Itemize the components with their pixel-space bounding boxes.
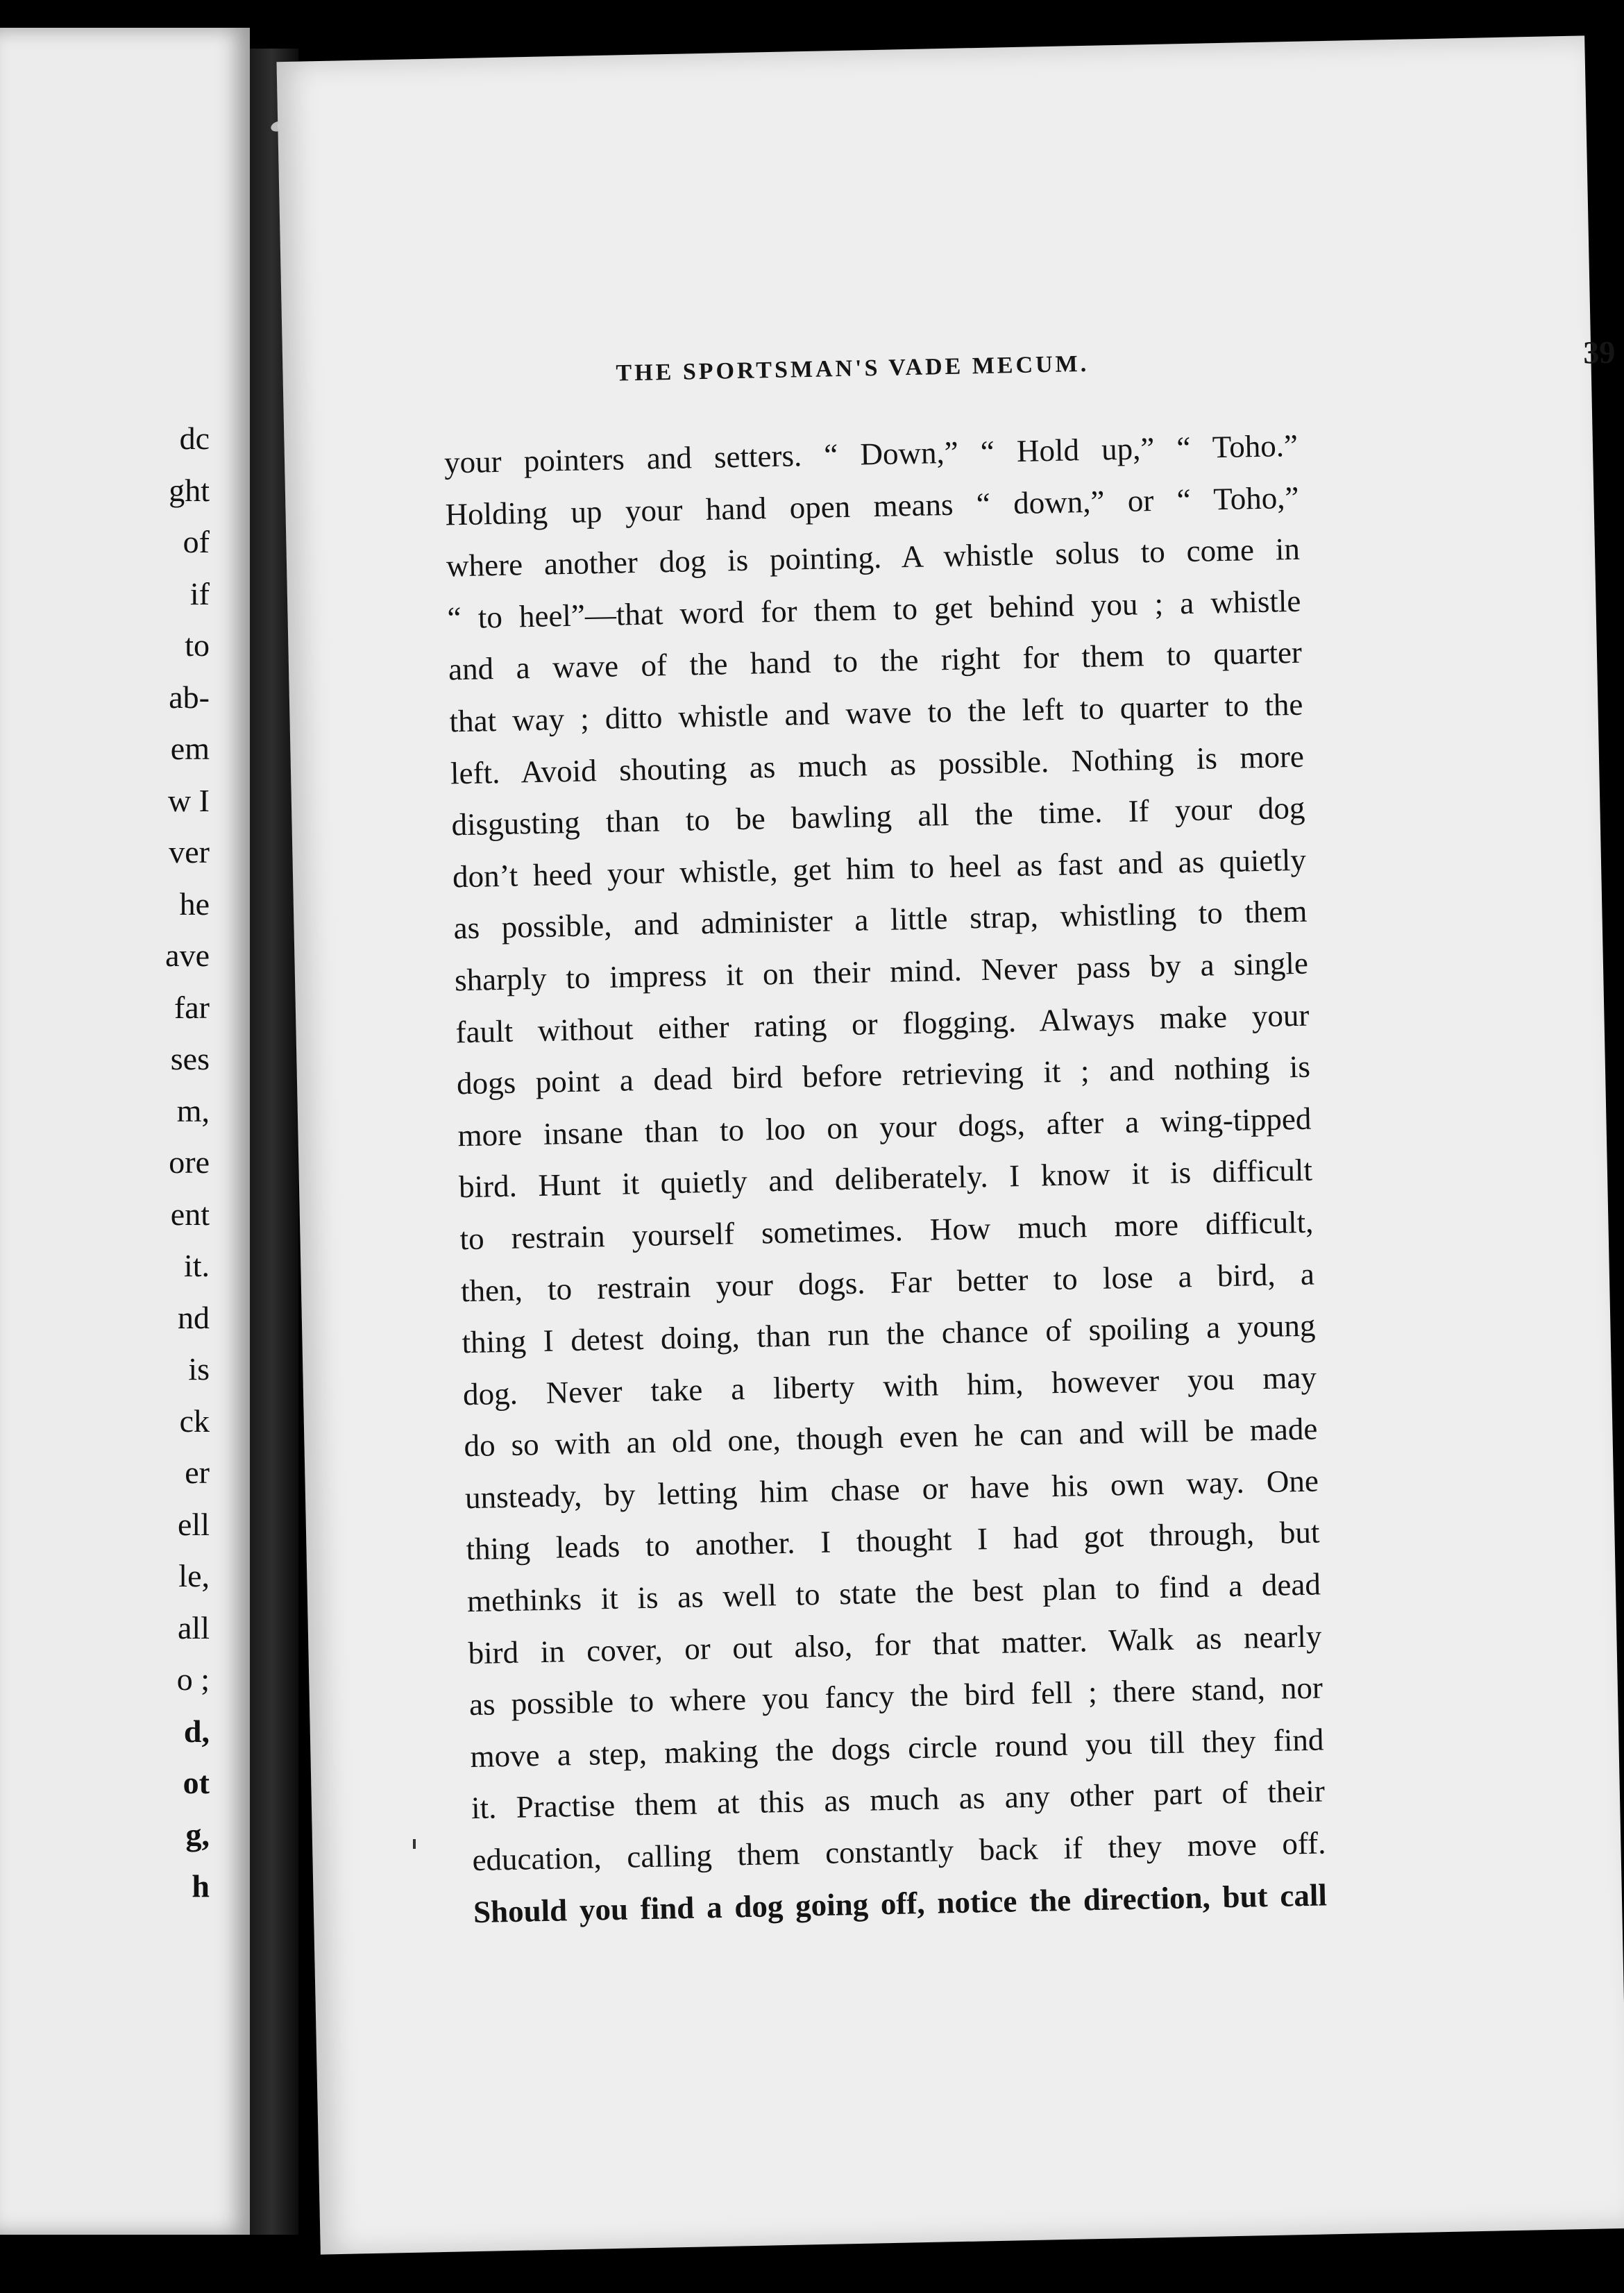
facing-line: em: [170, 731, 210, 766]
text-line: do so with an old one, though even he can and will be made: [464, 1411, 1318, 1464]
facing-line: ght: [169, 472, 210, 508]
text-line: disgusting than to be bawling all the time. If your dog: [451, 790, 1305, 843]
facing-line: m,: [176, 1092, 210, 1128]
facing-line: le,: [178, 1558, 210, 1593]
facing-line: er: [185, 1455, 210, 1490]
facing-line: d,: [183, 1713, 210, 1749]
text-line: bird. Hunt it quietly and deliberately. I know it is difficult: [458, 1152, 1313, 1205]
facing-line: is: [188, 1351, 210, 1387]
text-line: unsteady, by letting him chase or have his own way. One: [464, 1463, 1319, 1516]
text-line: dog. Never take a liberty with him, however you may: [462, 1360, 1317, 1412]
facing-line: w I: [167, 782, 210, 818]
facing-line: o ;: [176, 1661, 210, 1697]
text-line: “ to heel”—that word for them to get behind you ; a whistle: [447, 583, 1301, 636]
facing-line: ore: [169, 1144, 210, 1180]
text-line: sharply to impress it on their mind. Never pass by a single: [454, 945, 1309, 998]
facing-page: [0, 28, 250, 2235]
text-line: and a wave of the hand to the right for them to quarter: [448, 635, 1303, 687]
running-title: THE SPORTSMAN'S VADE MECUM.: [616, 350, 1090, 387]
text-line: don’t heed your whistle, get him to heel as fast and as quietly: [452, 842, 1307, 895]
facing-line: all: [178, 1609, 210, 1645]
facing-line: ot: [183, 1765, 210, 1800]
facing-line: ell: [178, 1506, 210, 1542]
print-speck: [413, 1839, 416, 1849]
facing-line: h: [192, 1868, 210, 1904]
facing-line: ave: [165, 938, 210, 973]
facing-line: g,: [185, 1816, 210, 1852]
text-line: as possible to where you fancy the bird fell ; there stand, nor: [468, 1670, 1323, 1723]
page-number: 39: [1582, 334, 1616, 371]
text-line: Holding up your hand open means “ down,” or “ Toho,”: [445, 480, 1299, 532]
running-header: [616, 334, 1616, 403]
facing-page-text: [165, 413, 210, 1913]
book-page: [276, 35, 1624, 2254]
text-line: as possible, and administer a little strap, whistling to them: [453, 894, 1308, 946]
text-line: it. Practise them at this as much as any other part of their: [471, 1773, 1326, 1826]
text-line: then, to restrain your dogs. Far better to lose a bird, a: [460, 1256, 1315, 1308]
facing-line: to: [185, 627, 210, 663]
facing-line: of: [183, 524, 210, 559]
facing-line: ses: [170, 1041, 210, 1076]
facing-line: he: [179, 886, 210, 922]
facing-line: ent: [170, 1196, 210, 1232]
text-line: where another dog is pointing. A whistle solus to come in: [446, 531, 1301, 584]
facing-line: far: [174, 989, 210, 1025]
text-line: Should you find a dog going off, notice the direction, but call: [473, 1877, 1328, 1929]
page-body-text: [443, 420, 1327, 1938]
facing-line: ver: [169, 834, 210, 870]
text-line: to restrain yourself sometimes. How much more difficult,: [459, 1204, 1314, 1257]
text-line: fault without either rating or flogging. Always make your: [455, 997, 1310, 1049]
text-line: bird in cover, or out also, for that matter. Walk as nearly: [468, 1618, 1322, 1670]
text-line: move a step, making the dogs circle round you till they find: [470, 1722, 1324, 1774]
text-line: more insane than to loo on your dogs, after a wing-tipped: [457, 1101, 1312, 1153]
text-line: thing leads to another. I thought I had got through, but: [466, 1514, 1320, 1567]
text-line: methinks it is as well to state the best plan to find a dead: [466, 1566, 1321, 1619]
facing-line: nd: [178, 1299, 210, 1335]
facing-line: if: [189, 575, 210, 611]
text-line: left. Avoid shouting as much as possible. Nothing is more: [450, 738, 1305, 790]
facing-line: it.: [183, 1248, 210, 1283]
facing-line: ck: [179, 1403, 210, 1439]
facing-line: dc: [179, 421, 210, 456]
facing-line: ab-: [169, 679, 210, 715]
text-line: your pointers and setters. “ Down,” “ Hold up,” “ Toho.”: [443, 428, 1299, 480]
text-line: dogs point a dead bird before retrieving it ; and nothing is: [456, 1049, 1311, 1101]
text-line: education, calling them constantly back if they move off.: [472, 1825, 1326, 1878]
text-line: that way ; ditto whistle and wave to the left to quarter to the: [449, 686, 1303, 739]
text-line: thing I detest doing, than run the chance of spoiling a young: [462, 1308, 1316, 1360]
